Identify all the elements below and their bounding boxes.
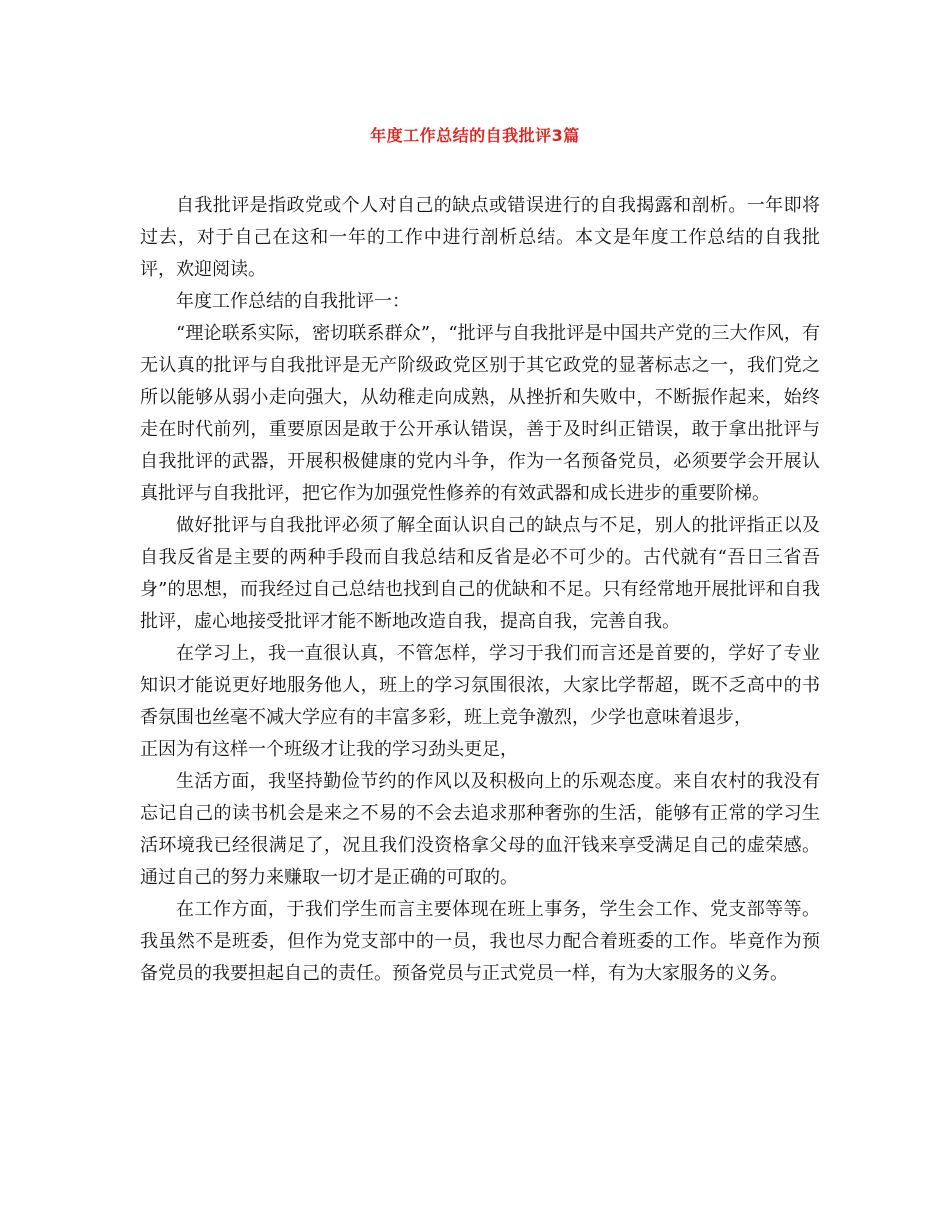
paragraph-quote: “理论联系实际，密切联系群众”，“批评与自我批评是中国共产党的三大作风，有无认真的批评与自我批评是无产阶级政党区别于其它政党的显著标志之一，我们党之所以能够从弱小走向强大，从幼稚走向成熟，从挫折和失败中，不断振作起来，始终走在时代前列，重要原因是敢于公开承认错误，善于及时纠正错误，敢于拿出批评与自我批评的武器，开展积极健康的党内斗争，作为一名预备党员，必须要学会开展认真批评与自我批评，把它作为加强党性修养的有效武器和成长进步的重要阶梯。: [140, 323, 820, 504]
paragraph-work: 在工作方面，于我们学生而言主要体现在班上事务，学生会工作、党支部等等。我虽然不是班委，但作为党支部中的一员，我也尽力配合着班委的工作。毕竟作为预备党员的我要担起自己的责任。预备党员与正式党员一样，有为大家服务的义务。: [140, 899, 820, 984]
paragraph-intro: 自我批评是指政党或个人对自己的缺点或错误进行的自我揭露和剖析。一年即将过去，对于自己在这和一年的工作中进行剖析总结。本文是年度工作总结的自我批评，欢迎阅读。: [140, 195, 820, 280]
paragraph-study-continued: 正因为有这样一个班级才让我的学习劲头更足，: [140, 739, 518, 760]
section-heading: 年度工作总结的自我批评一：: [176, 291, 410, 312]
paragraph-study: 在学习上，我一直很认真，不管怎样，学习于我们而言还是首要的，学好了专业知识才能说更好地服务他人，班上的学习氛围很浓，大家比学帮超，既不乏高中的书香氛围也丝毫不减大学应有的丰富多彩，班上竞争激烈，少学也意味着退步，: [140, 643, 820, 728]
document-body: [140, 190, 820, 990]
paragraph-life: 生活方面，我坚持勤俭节约的作风以及积极向上的乐观态度。来自农村的我没有忘记自己的读书机会是来之不易的不会去追求那种奢弥的生活，能够有正常的学习生活环境我已经很满足了，况且我们没资格拿父母的血汗钱来享受满足自己的虚荣感。通过自己的努力来赚取一切才是正确的可取的。: [140, 771, 820, 888]
paragraph-criticism: 做好批评与自我批评必须了解全面认识自己的缺点与不足，别人的批评指正以及自我反省是主要的两种手段而自我总结和反省是必不可少的。古代就有“吾日三省吾身”的思想，而我经过自己总结也找到自己的优缺和不足。只有经常地开展批评和自我批评，虚心地接受批评才能不断地改造自我，提高自我，完善自我。: [140, 515, 820, 632]
document-title: 年度工作总结的自我批评3篇: [370, 126, 580, 145]
